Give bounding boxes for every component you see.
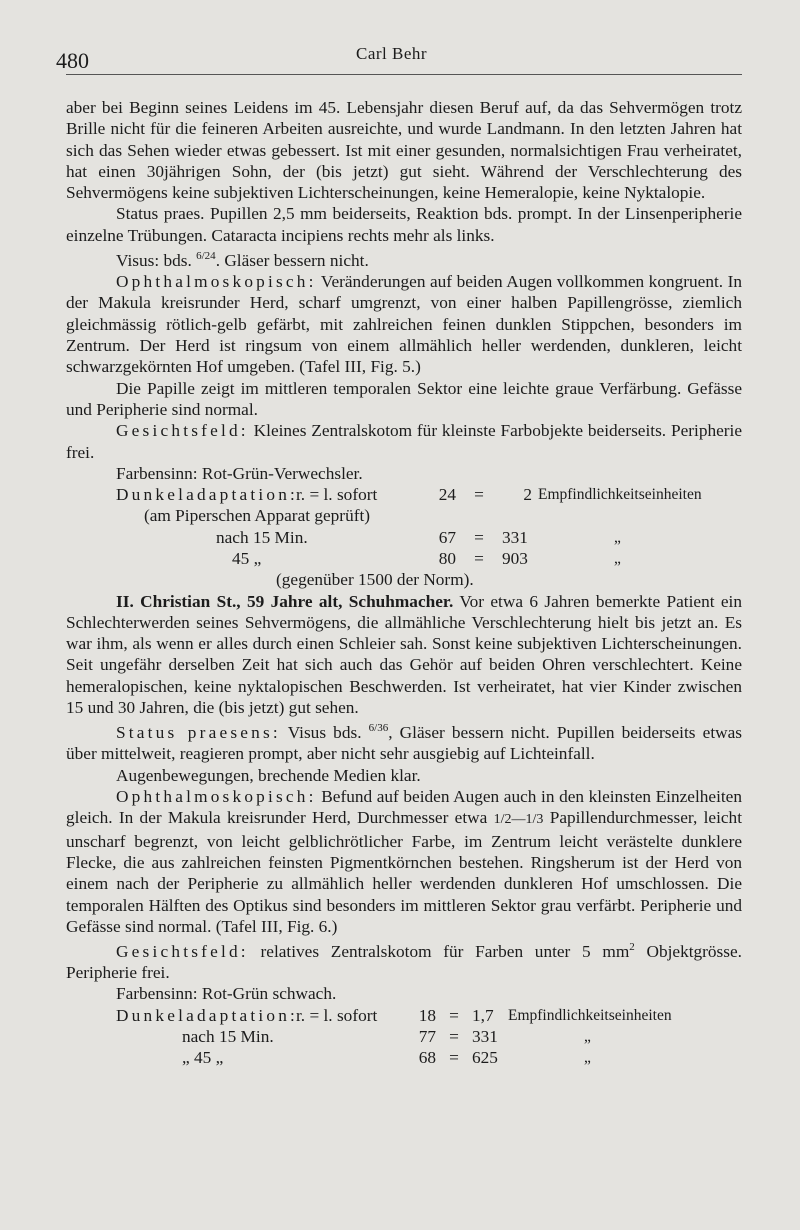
- table-cell-eq: =: [449, 1048, 459, 1068]
- spaced-label: Ophthalmoskopisch:: [116, 787, 317, 807]
- visus-fraction: 6/36: [368, 722, 389, 735]
- paragraph-farbensinn: Farbensinn: Rot-Grün-Verwechsler.: [116, 463, 363, 483]
- table-cell-eq: =: [449, 1027, 459, 1047]
- table-cell-time: nach 15 Min.: [182, 1027, 274, 1047]
- paragraph-gesichtsfeld-2: [66, 937, 742, 983]
- table-row: [116, 1047, 742, 1068]
- table-row: [116, 505, 742, 526]
- paragraph-ophthalmoskopisch-2: [66, 786, 742, 937]
- paragraph-text: Objektgrösse. Peripherie frei.: [66, 941, 742, 983]
- table-cell-eq: =: [449, 1005, 459, 1025]
- table-note: (gegenüber 1500 der Norm).: [276, 570, 474, 590]
- paragraph-text: relatives Zentralskotom für Farben unter 5 mm: [260, 941, 630, 961]
- paragraph-status: Status praes. Pupillen 2,5 mm beiderseits, Reaktion bds. prompt. In der Linsenperipherie einzelne Trübungen. Cataracta incipiens rechts mehr als links.: [66, 204, 742, 245]
- table-cell-unit: Empfindlichkeitseinheiten: [508, 1006, 672, 1024]
- paragraph-1: aber bei Beginn seines Leidens im 45. Lebensjahr diesen Beruf auf, da das Sehvermögen trotz Brille nicht für die feineren Arbeiten ausreichte, und wurde Landmann. In den letzten Jahren hat sich das Sehen wieder etwas gebessert. Ist mit einer gesunden, normalsichtigen Frau verheiratet, hat einen 30jährigen Sohn, der (bis jetzt) gut sieht. Während der Verschlechterung des Sehvermögens keine subjektiven Lichterscheinungen, keine Hemeralopie, keine Nyktalopie.: [66, 98, 742, 203]
- paragraph-augenbewegungen: Augenbewegungen, brechende Medien klar.: [116, 765, 421, 785]
- table-cell-time: nach 15 Min.: [216, 527, 308, 547]
- paragraph-text: Veränderungen auf beiden Augen vollkommen kongruent. In der Makula kreisrunder Herd, scharf umgrenzt, von einer halben Papillengrösse, ziemlich gleichmässig rötlich-gelb gefärbt, mit zahlreichen feinen dunklen Stippchen, besonders im Zentrum. Der Herd ist ringsum von einem allmählich heller werdenden, dunkleren, leicht schwarzgekörnten Hof umgeben. (Tafel III, Fig. 5.): [66, 272, 742, 377]
- table-cell-value: 80: [438, 549, 456, 568]
- table-cell-time: r. = l. sofort: [296, 1005, 378, 1025]
- paragraph-text: Befund auf beiden Augen auch in den kleinsten Einzelheiten gleich. In der Makula kreisrunder Herd, Durchmesser etwa: [66, 787, 742, 828]
- table-row: [116, 569, 742, 590]
- paragraph-visus: [66, 246, 742, 271]
- page-header: [56, 42, 742, 75]
- table-label: Dunkeladaptation:: [116, 1005, 299, 1025]
- table-cell-time: 45 „: [232, 549, 262, 568]
- case-2-title: II. Christian St., 59 Jahre alt, Schuhmacher.: [116, 591, 454, 611]
- table-cell-unit: „: [614, 550, 621, 567]
- table-cell-eq: =: [474, 549, 484, 568]
- table-cell-unit: Empfindlichkeitseinheiten: [538, 486, 702, 504]
- table-cell-eq: =: [474, 527, 484, 547]
- table-cell-result: 903: [502, 549, 528, 568]
- running-title: Carl Behr: [356, 44, 428, 63]
- paragraph-status-praesens: [66, 718, 742, 764]
- table-row: [116, 548, 742, 569]
- table-cell-time: „ 45 „: [182, 1048, 224, 1068]
- adaptation-table-2: [66, 1005, 742, 1069]
- visus-label: Visus bds.: [287, 723, 362, 743]
- table-row: [116, 1026, 742, 1047]
- table-cell-value: 68: [418, 1048, 436, 1068]
- table-cell-value: 77: [418, 1027, 436, 1047]
- table-cell-unit: „: [584, 1049, 591, 1067]
- table-cell-result: 331: [502, 527, 528, 547]
- table-cell-note: (am Piperschen Apparat geprüft): [144, 506, 371, 526]
- paragraph-text: Papillendurchmesser, leicht unscharf begrenzt, von leicht gelblichrötlicher Farbe, im Zentrum leicht verästelte dunklere Flecke, die aus zahlreichen feinsten Pigmentkörnchen bestehen. Ringsherum ist der Herd von einem nach der Peripherie zu allmählich heller werdenden dunkleren Hof umschlossen. Die temporalen Hälften des Optikus sind besonders im mittleren Sektor grau verfärbt. Peripherie und Gefässe sind normal. (Tafel III, Fig. 6.): [66, 808, 742, 936]
- table-cell-eq: =: [474, 485, 484, 505]
- table-cell-value: 18: [418, 1005, 436, 1025]
- spaced-label: Gesichtsfeld:: [116, 941, 249, 961]
- body-text: [66, 97, 742, 1069]
- table-cell-result: 625: [472, 1048, 498, 1068]
- superscript: 2: [629, 941, 635, 954]
- visus-fraction: 6/24: [196, 250, 216, 263]
- paragraph-gesichtsfeld: [66, 420, 742, 463]
- adaptation-table-1: [66, 484, 742, 590]
- table-label: Dunkeladaptation:: [116, 485, 299, 505]
- paragraph-text: Kleines Zentralskotom für kleinste Farbobjekte beiderseits. Peripherie frei.: [66, 421, 742, 462]
- table-cell-result: 331: [472, 1027, 498, 1047]
- table-cell-value: 24: [438, 485, 456, 505]
- table-cell-value: 67: [438, 527, 456, 547]
- table-row: [116, 1005, 742, 1026]
- table-cell-time: r. = l. sofort: [296, 485, 378, 505]
- table-row: [116, 484, 742, 505]
- table-cell-result: 1,7: [472, 1005, 494, 1025]
- diameter-fraction: 1/2—1/3: [493, 812, 544, 828]
- table-row: [116, 527, 742, 548]
- case-2-paragraph: [66, 591, 742, 719]
- spaced-label: Ophthalmoskopisch:: [116, 272, 317, 292]
- visus-text: . Gläser bessern nicht.: [215, 250, 369, 270]
- case-2-text: Vor etwa 6 Jahren bemerkte Patient ein Schlechterwerden seines Sehvermögens, die allmähliche Verschlechterung hielt bis jetzt an. Es war ihm, als wenn er alles durch einen Schleier sah. Sonst keine subjektiven Lichterscheinungen. Seit ungefähr derselben Zeit hat sich auch das Gehör auf beiden Ohren verschlechtert. Keine hemeralopischen, keine nyktalopischen Beschwerden. Ist verheiratet, hat vier Kinder zwischen 15 und 30 Jahren, die (bis jetzt) gut sehen.: [66, 591, 742, 718]
- visus-label: Visus: bds.: [116, 250, 192, 270]
- paragraph-farbensinn-2: Farbensinn: Rot-Grün schwach.: [116, 984, 337, 1004]
- paragraph-text: , Gläser bessern nicht. Pupillen beiderseits etwas über mittelweit, reagieren prompt, aber nicht sehr ausgiebig auf Lichteinfall.: [66, 723, 742, 764]
- table-cell-unit: „: [584, 1028, 591, 1046]
- table-cell-result: 2: [523, 485, 532, 505]
- spaced-label: Gesichtsfeld:: [116, 421, 249, 441]
- table-cell-unit: „: [614, 528, 621, 546]
- paragraph-papille: Die Papille zeigt im mittleren temporalen Sektor eine leichte graue Verfärbung. Gefässe und Peripherie sind normal.: [66, 378, 742, 419]
- spaced-label: Status praesens:: [116, 723, 281, 743]
- paragraph-ophthalmoskopisch: [66, 271, 742, 377]
- page-number: 480: [56, 48, 89, 73]
